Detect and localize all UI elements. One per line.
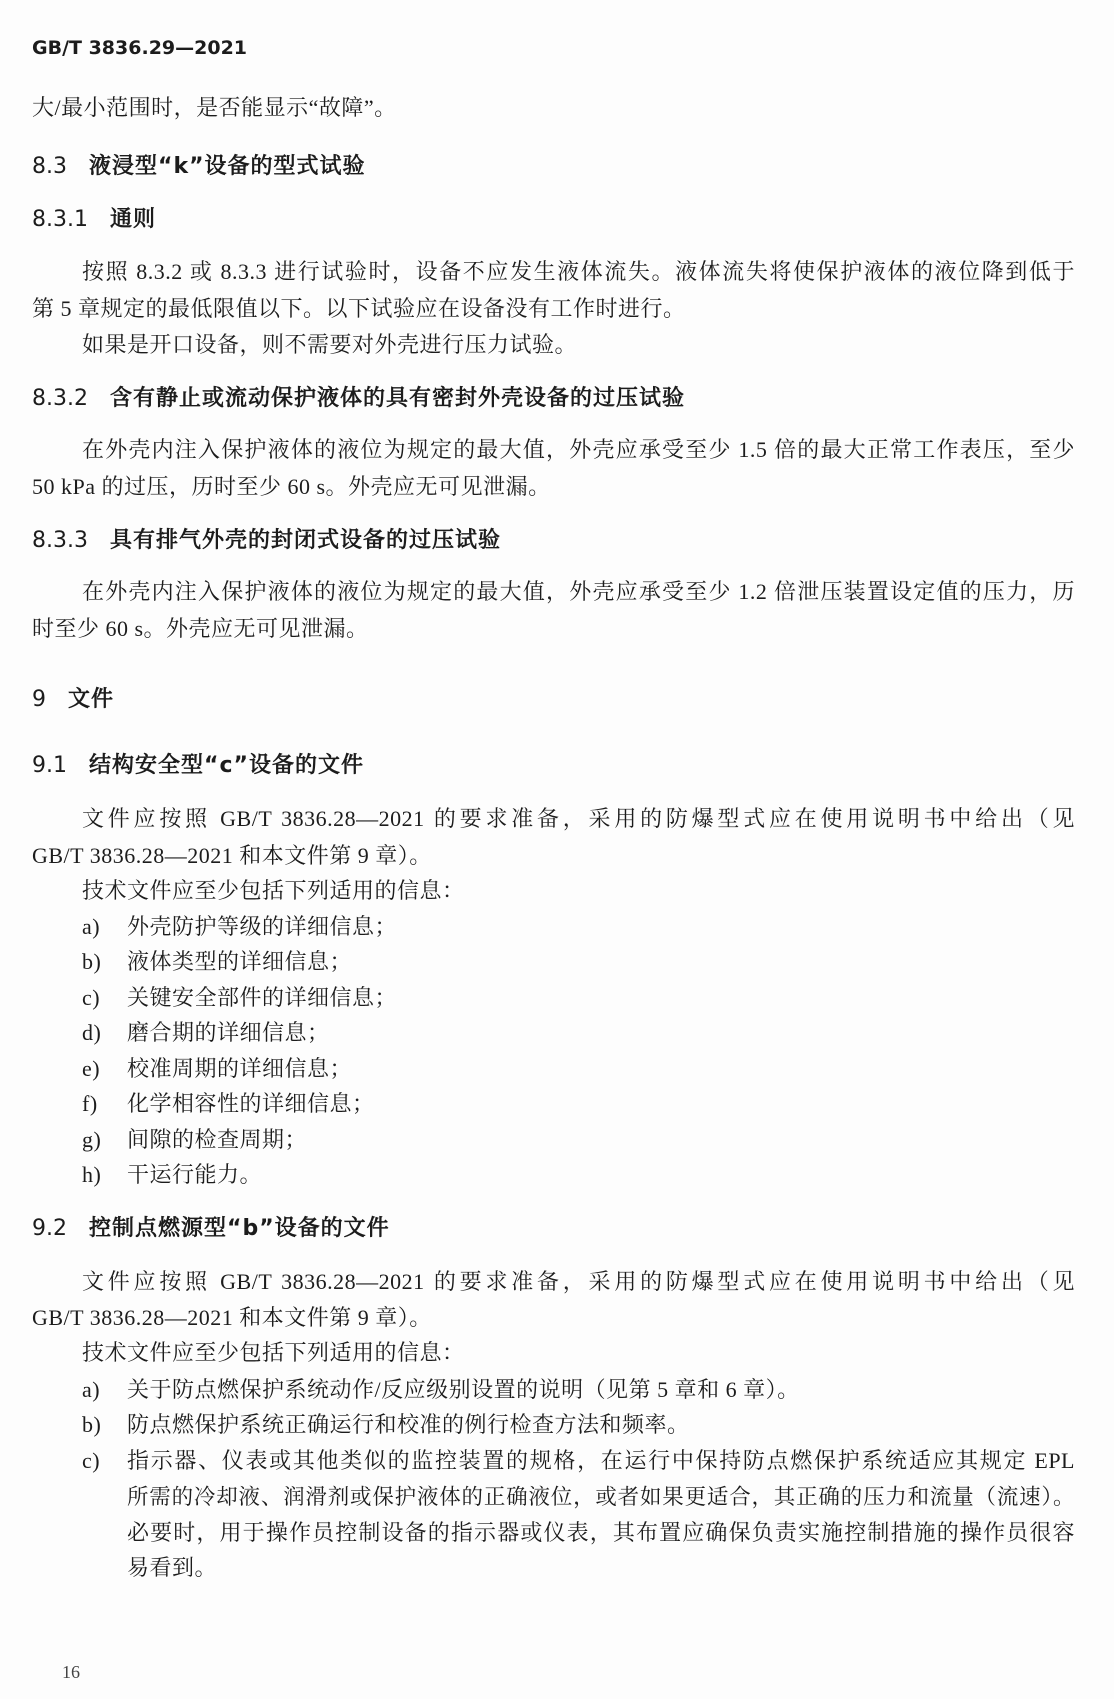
section-title: 含有静止或流动保护液体的具有密封外壳设备的过压试验: [109, 386, 685, 411]
section-heading-8-3: [32, 149, 366, 185]
list-item-line: 液体类型的详细信息；: [127, 949, 353, 974]
paragraph-line: 第 5 章规定的最低限值以下。以下试验应在设备没有工作时进行。: [32, 296, 686, 321]
list-item-line: 关键安全部件的详细信息；: [127, 985, 398, 1010]
list-item-label: c): [82, 985, 101, 1010]
list-item-line: 指示器、仪表或其他类似的监控装置的规格，在运行中保持防点燃保护系统适应其规定 EPL: [127, 1448, 1075, 1473]
list-item-line: 干运行能力。: [127, 1162, 263, 1187]
section-title: 通则: [109, 207, 156, 232]
list-item-line: 磨合期的详细信息；: [127, 1020, 330, 1045]
section-heading-8-3-3: [32, 523, 501, 559]
list-item-line: 化学相容性的详细信息；: [127, 1091, 375, 1116]
chapter-number: 9: [32, 687, 46, 712]
paragraph-line: 文件应按照 GB/T 3836.28—2021 的要求准备，采用的防爆型式应在使用说明书中给出（见: [82, 1269, 1075, 1294]
section-number: 9.2: [32, 1216, 67, 1241]
section-title: 结构安全型“c”设备的文件: [89, 753, 364, 778]
paragraph-line: 在外壳内注入保护液体的液位为规定的最大值，外壳应承受至少 1.5 倍的最大正常工作表压，至少: [82, 437, 1075, 462]
chapter-title: 文件: [68, 687, 115, 712]
section-heading-9-1: [32, 748, 364, 784]
continuation-line: 大/最小范围时，是否能显示“故障”。: [32, 95, 397, 120]
paragraph-line: 时至少 60 s。外壳应无可见泄漏。: [32, 616, 369, 641]
section-heading-9-2: [32, 1211, 390, 1247]
paragraph-line: 按照 8.3.2 或 8.3.3 进行试验时，设备不应发生液体流失。液体流失将使保护液体的液位降到低于: [82, 259, 1075, 284]
paragraph-line: GB/T 3836.28—2021 和本文件第 9 章）。: [32, 843, 432, 868]
paragraph-line: 50 kPa 的过压，历时至少 60 s。外壳应无可见泄漏。: [32, 474, 551, 499]
list-item-label: a): [82, 914, 101, 939]
list-item-line: 校准周期的详细信息；: [127, 1056, 353, 1081]
paragraph-line: 文件应按照 GB/T 3836.28—2021 的要求准备，采用的防爆型式应在使用说明书中给出（见: [82, 806, 1075, 831]
list-item-label: b): [82, 1412, 102, 1437]
section-number: 8.3: [32, 154, 67, 179]
list-item-line: 易看到。: [127, 1555, 218, 1580]
list-item-line: 所需的冷却液、润滑剂或保护液体的正确液位，或者如果更适合，其正确的压力和流量（流速）。: [127, 1485, 1075, 1509]
section-title: 液浸型“k”设备的型式试验: [89, 154, 366, 179]
page-number: 16: [62, 1662, 80, 1682]
list-item-label: g): [82, 1127, 102, 1152]
list-item-label: h): [82, 1162, 102, 1187]
paragraph-line: 在外壳内注入保护液体的液位为规定的最大值，外壳应承受至少 1.2 倍泄压装置设定值的压力，历: [82, 579, 1075, 604]
list-item-line: 外壳防护等级的详细信息；: [127, 914, 398, 939]
list-item-label: e): [82, 1056, 101, 1081]
list-item-label: b): [82, 949, 102, 974]
section-number: 8.3.3: [32, 528, 88, 553]
section-title: 具有排气外壳的封闭式设备的过压试验: [109, 528, 501, 553]
paragraph-line: GB/T 3836.28—2021 和本文件第 9 章）。: [32, 1305, 432, 1330]
page-header-doc-number: GB/T 3836.29—2021: [32, 37, 248, 59]
section-number: 9.1: [32, 753, 67, 778]
paragraph-line: 如果是开口设备，则不需要对外壳进行压力试验。: [82, 332, 578, 357]
section-number: 8.3.1: [32, 207, 88, 232]
paragraph-line: 技术文件应至少包括下列适用的信息：: [82, 878, 465, 903]
list-item-label: c): [82, 1448, 101, 1473]
list-item-line: 关于防点燃保护系统动作/反应级别设置的说明（见第 5 章和 6 章）。: [127, 1377, 800, 1402]
section-number: 8.3.2: [32, 386, 88, 411]
section-heading-8-3-2: [32, 381, 685, 417]
list-item-label: d): [82, 1020, 102, 1045]
section-heading-8-3-1: [32, 202, 156, 238]
list-item-label: a): [82, 1377, 101, 1402]
list-item-label: f): [82, 1091, 98, 1116]
chapter-heading-9: [32, 682, 114, 718]
section-title: 控制点燃源型“b”设备的文件: [89, 1216, 390, 1241]
list-item-line: 必要时，用于操作员控制设备的指示器或仪表，其布置应确保负责实施控制措施的操作员很容: [127, 1520, 1075, 1545]
list-item-line: 防点燃保护系统正确运行和校准的例行检查方法和频率。: [127, 1412, 690, 1437]
list-item-line: 间隙的检查周期；: [127, 1127, 308, 1152]
paragraph-line: 技术文件应至少包括下列适用的信息：: [82, 1340, 465, 1365]
